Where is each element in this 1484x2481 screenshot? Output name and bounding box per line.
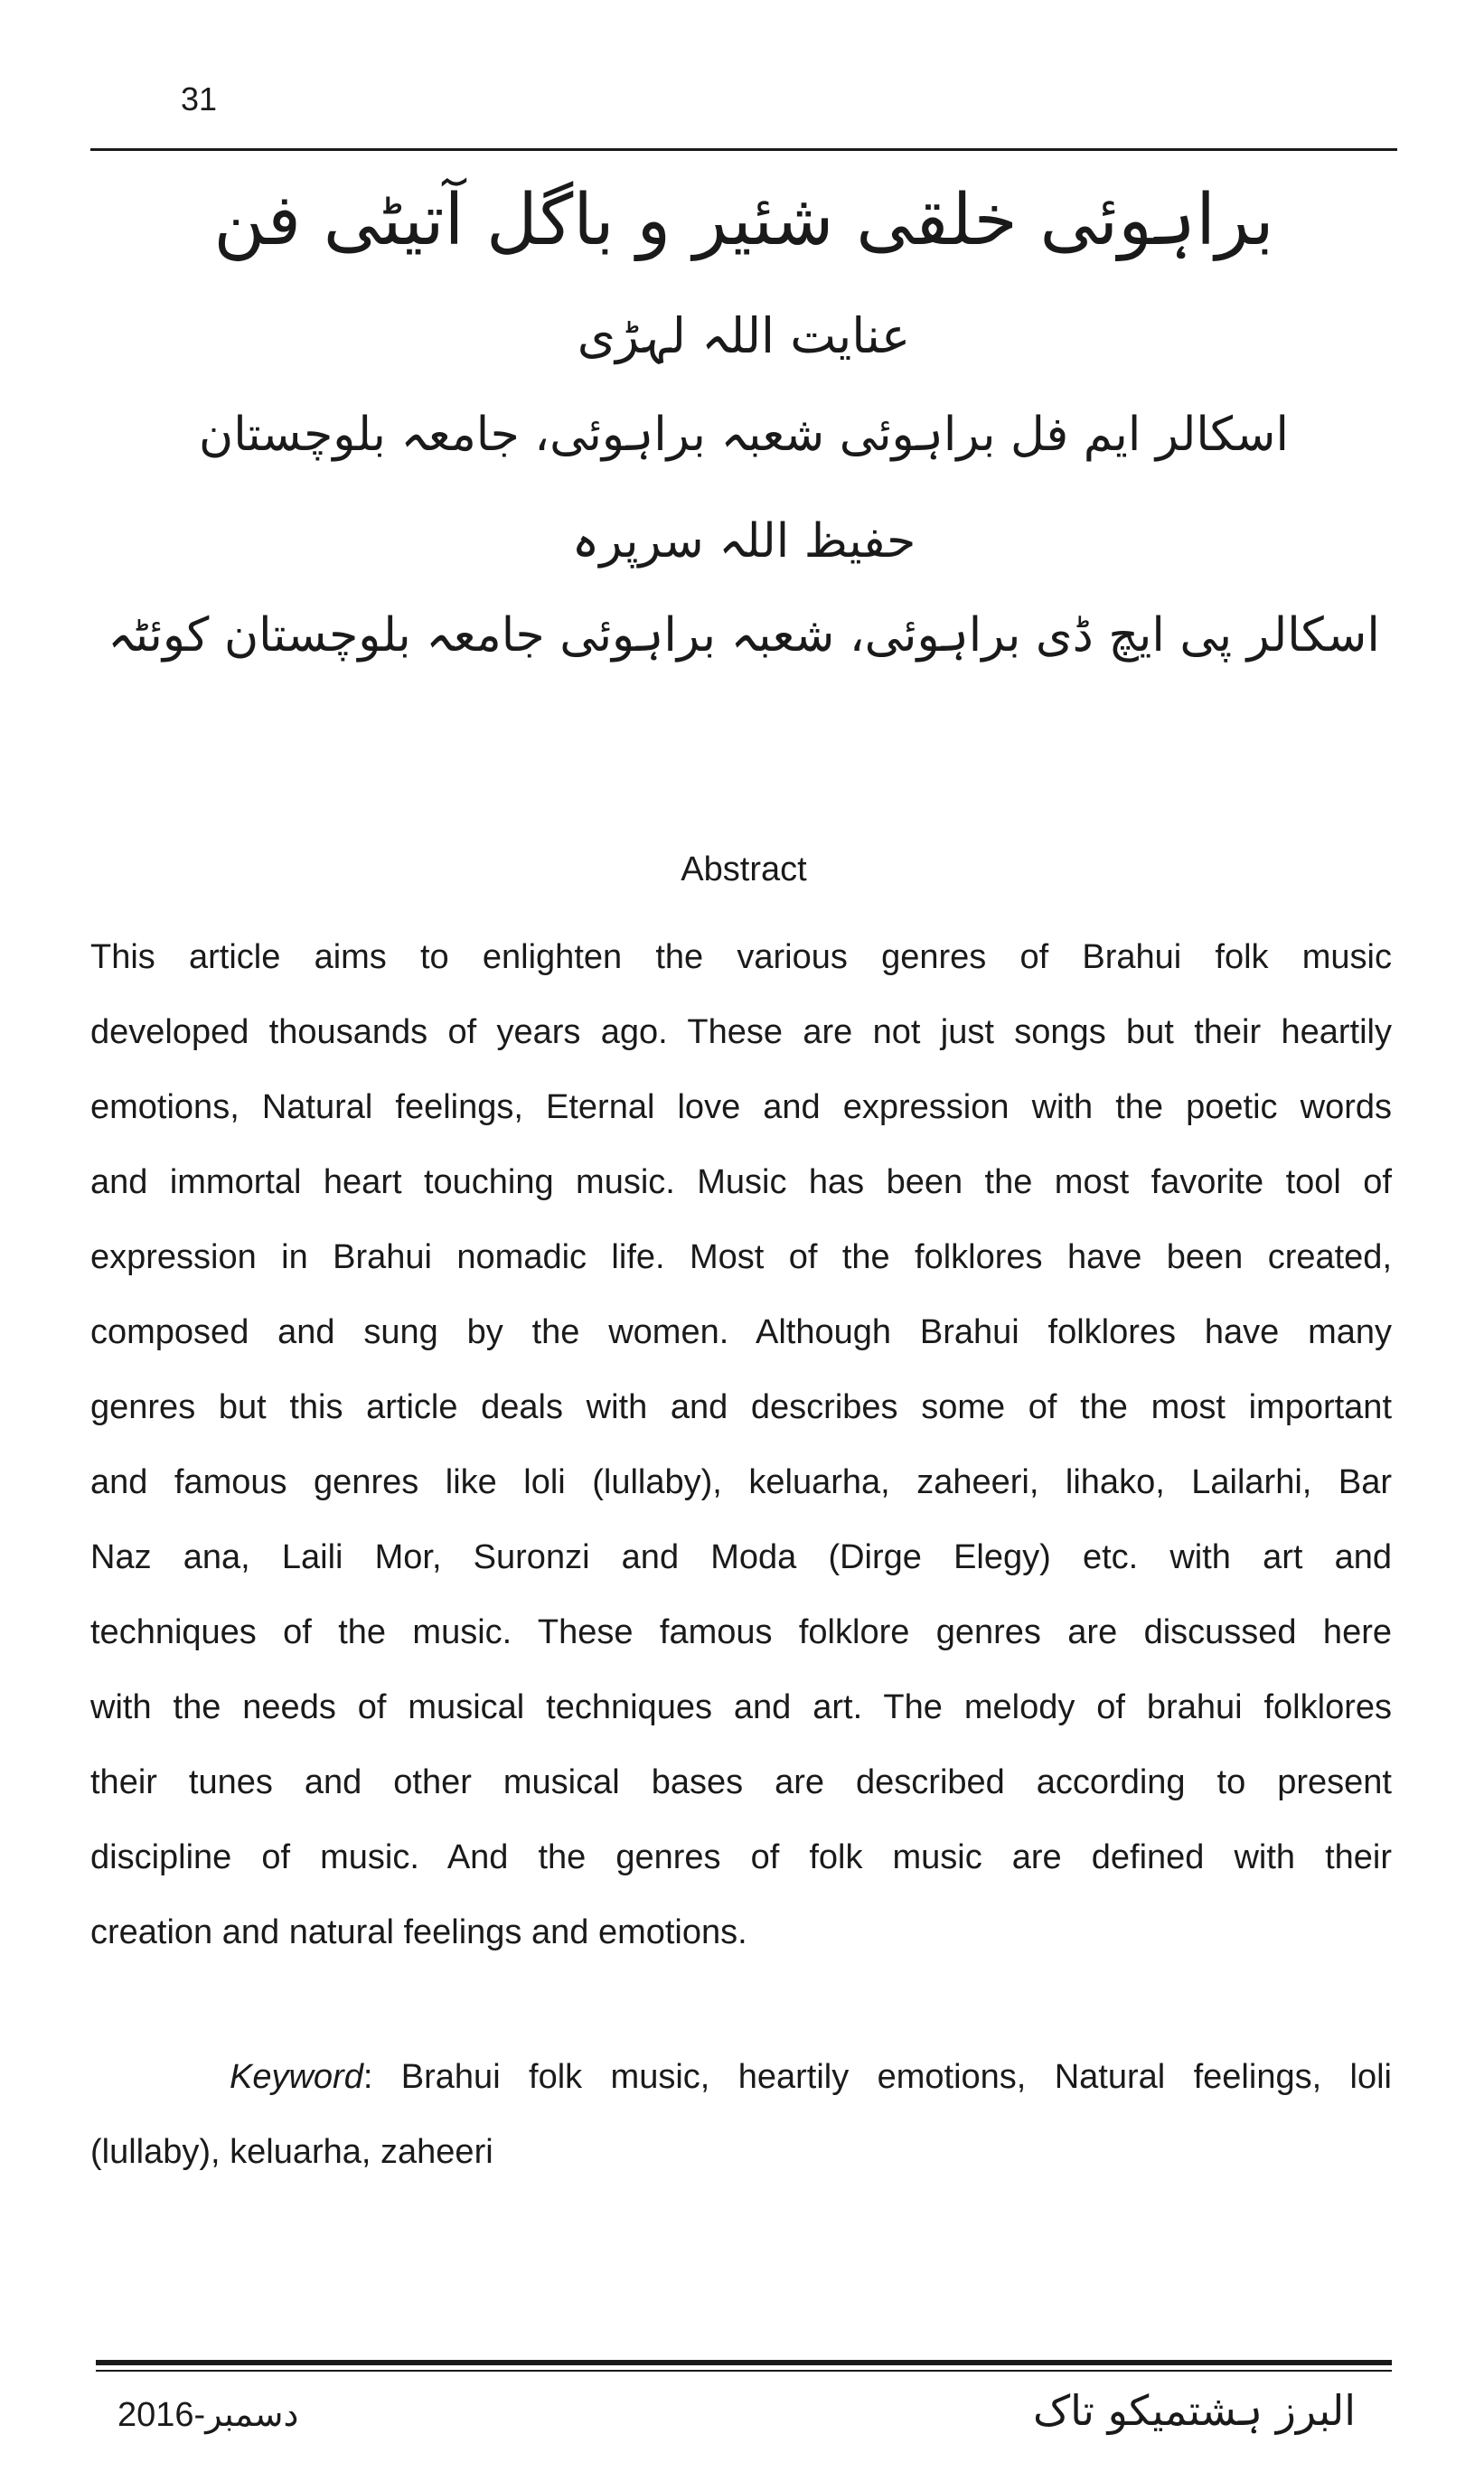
abstract-line: emotions, Natural feelings, Eternal love and expression with the poetic words <box>90 1088 1392 1126</box>
keywords-line-2: (lullaby), keluarha, zaheeri <box>90 2133 493 2171</box>
abstract-line: their tunes and other musical bases are described according to present <box>90 1763 1392 1801</box>
abstract-body <box>90 920 1392 1970</box>
abstract-line: and immortal heart touching music. Music has been the most favorite tool of <box>90 1163 1392 1201</box>
page-number: 31 <box>181 80 218 117</box>
footer-rule <box>96 2360 1392 2365</box>
abstract-line: techniques of the music. These famous folklore genres are discussed here <box>90 1613 1392 1651</box>
abstract-line: expression in Brahui nomadic life. Most of the folklores have been created, <box>90 1238 1392 1276</box>
abstract-line: genres but this article deals with and describes some of the most important <box>90 1388 1392 1426</box>
keywords <box>90 2040 1392 2190</box>
author-1-affiliation: اسکالر ایم فل براہوئی شعبہ براہوئی، جامعہ بلوچستان <box>199 408 1289 462</box>
footer-rule-thin <box>96 2370 1392 2372</box>
abstract-line: Naz ana, Laili Mor, Suronzi and Moda (Dirge Elegy) etc. with art and <box>90 1538 1392 1576</box>
author-2-name: حفیظ اللہ سرپرہ <box>571 514 916 569</box>
abstract-line: This article aims to enlighten the various genres of Brahui folk music <box>90 938 1392 976</box>
abstract-line: creation and natural feelings and emotions. <box>90 1913 747 1951</box>
author-2-affiliation: اسکالر پی ایچ ڈی براہوئی، شعبہ براہوئی جامعہ بلوچستان کوئٹہ <box>108 608 1380 663</box>
header-rule <box>90 148 1397 151</box>
footer-journal-name: البرز ہشتمیکو تاک <box>1032 2386 1356 2435</box>
keywords-label: Keyword <box>230 2058 363 2096</box>
abstract-heading: Abstract <box>681 850 807 888</box>
abstract-line: and famous genres like loli (lullaby), keluarha, zaheeri, lihako, Lailarhi, Bar <box>90 1463 1392 1501</box>
abstract-line: composed and sung by the women. Although Brahui folklores have many <box>90 1313 1392 1351</box>
abstract-line: developed thousands of years ago. These are not just songs but their heartily <box>90 1013 1392 1051</box>
keywords-text: : Brahui folk music, heartily emotions, Natural feelings, loli <box>362 2058 1392 2096</box>
author-1-name: عنایت اللہ لہڑی <box>577 307 911 364</box>
article-title-urdu: براہوئی خلقی شئیر و باگل آتیٹی فن <box>213 180 1274 261</box>
footer-date: 2016-دسمبر <box>117 2396 299 2434</box>
abstract-line: discipline of music. And the genres of folk music are defined with their <box>90 1838 1392 1876</box>
abstract-line: with the needs of musical techniques and art. The melody of brahui folklores <box>90 1688 1392 1726</box>
keywords-line-1 <box>90 2040 1392 2115</box>
